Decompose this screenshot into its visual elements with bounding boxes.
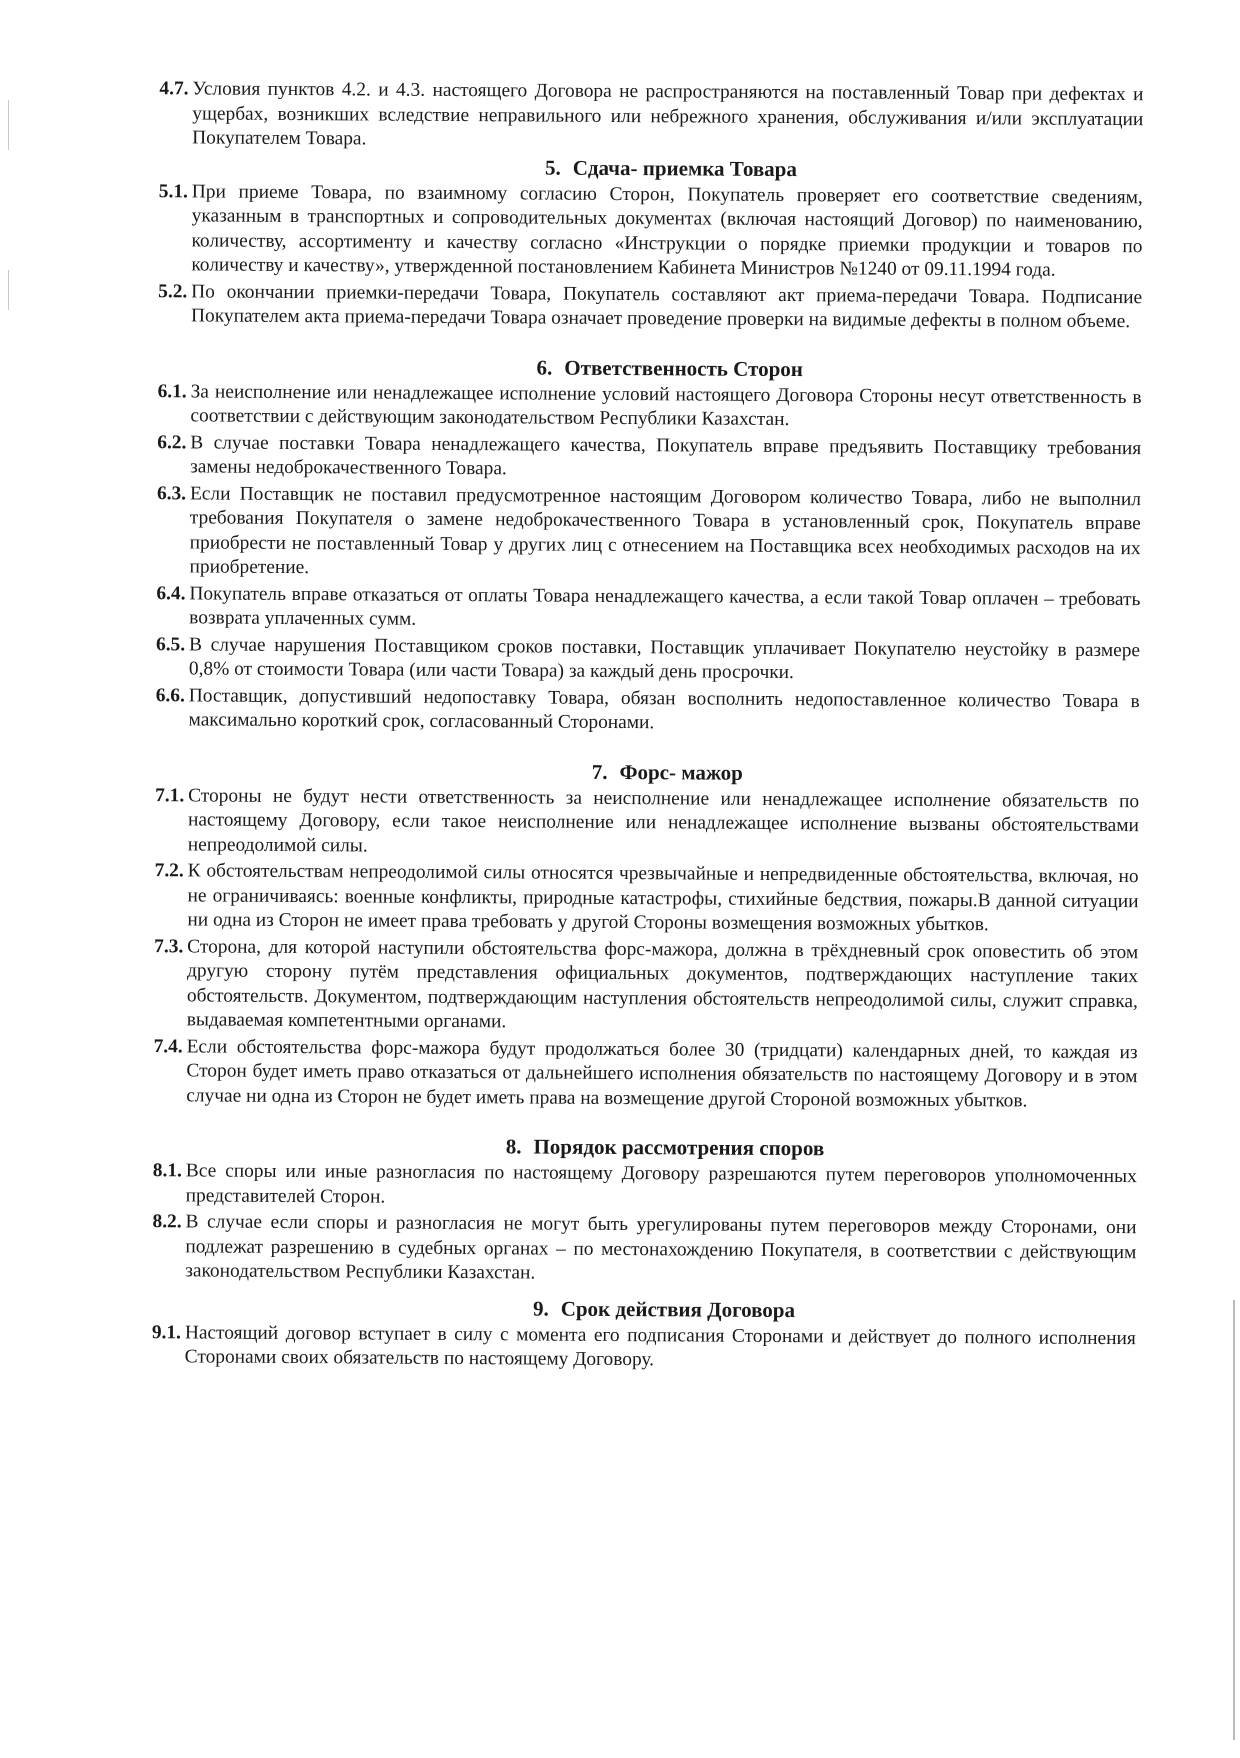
clause-4-7 <box>159 77 1143 157</box>
clause-number: 7.4. <box>153 1035 183 1057</box>
section-heading-8 <box>153 1132 1137 1163</box>
section-title-text: Сдача- приемка Товара <box>572 155 797 181</box>
clause-text: К обстоятельствам непреодолимой силы относятся чрезвычайные и непредвиденные обстоятельства, включая, но не ограничиваясь: военные конфликты, природные катастрофы, стихийные бедствия, пожары.В данной ситуации ни одна из Сторон не имеет права требовать у другой Стороны возмещения возможных убытков. <box>187 860 1139 936</box>
clause-text: В случае нарушения Поставщиком сроков поставки, Поставщик уплачивает Покупателю неустойку в размере 0,8% от стоимости Товара (или части Товара) за каждый день просрочки. <box>188 633 1141 684</box>
clause-text: При приеме Товара, по взаимному согласию Сторон, Покупатель проверяет его соответствие сведениям, указанным в транспортных и сопроводительных документах (включая настоящий Договор) по наименованию, количеству, ассортименту и качеству согласно «Инструкции о порядке приемки продукции и товаров по количеству и качеству», утвержденной постановлением Кабинета Министров №1240 от 09.11.1994 года. <box>191 180 1143 281</box>
section-heading-5 <box>159 153 1143 184</box>
clause-7-3 <box>154 935 1139 1039</box>
clause-number: 7.3. <box>154 935 184 957</box>
clause-number: 8.1. <box>152 1160 182 1182</box>
section-title-text: Форс- мажор <box>619 759 743 785</box>
clause-number: 8.2. <box>152 1211 182 1233</box>
clause-text: По окончании приемки-передачи Товара, Покупатель составляют акт приема-передачи Товара. Подписание Покупателем акта приема-передачи Товара означает проведение проверки на видимые дефекты в полном объеме. <box>190 280 1143 333</box>
clause-6-1 <box>157 380 1141 435</box>
clause-7-4 <box>153 1035 1137 1115</box>
clause-number: 6.3. <box>156 482 187 504</box>
clause-text: В случае если споры и разногласия не могут быть урегулированы путем переговоров между Сторонами, они подлежат разрешению в судебных органах – по местонахождению Покупателя, в соответствии с действующим законодательством Республики Казахстан. <box>185 1211 1137 1284</box>
section-title-text: Срок действия Договора <box>560 1296 796 1322</box>
clause-number: 4.7. <box>159 78 189 100</box>
clause-text: Поставщик, допустивший недопоставку Товара, обязан восполнить недопоставленное количество Товара в максимально короткий срок, согласованный Сторонами. <box>188 684 1140 734</box>
clause-text: Настоящий договор вступает в силу с момента его подписания Сторонами и действует до полного исполнения Сторонами своих обязательств по настоящему Договору. <box>184 1321 1136 1371</box>
section-number: 9. <box>532 1295 549 1321</box>
clause-text: Стороны не будут нести ответственность за неисполнение или ненадлежащее исполнение обязательств по настоящему Договору, если такое неисполнение или ненадлежащее исполнение вызваны обстоятельствами непреодолимой силы. <box>187 784 1140 856</box>
section-number: 5. <box>544 155 561 180</box>
clause-text: Все споры или иные разногласия по настоящему Договору разрешаются путем переговоров уполномоченных представителей Сторон. <box>185 1160 1137 1208</box>
section-title-text: Ответственность Сторон <box>564 355 803 381</box>
scan-edge-mark <box>1233 1300 1235 1740</box>
clause-text: Если обстоятельства форс-мажора будут продолжаться более 30 (тридцати) календарных дней, то каждая из Сторон будет иметь право отказаться от дальнейшего исполнения обязательств по настоящему Договору и в этом случае ни одна из Сторон не будет иметь права на возмещение другой Стороной возможных убытков. <box>186 1035 1138 1112</box>
section-title-text: Порядок рассмотрения споров <box>533 1134 825 1161</box>
section-number: 7. <box>591 759 608 784</box>
clause-8-1 <box>153 1159 1137 1214</box>
clause-number: 5.2. <box>158 280 188 302</box>
clause-6-3 <box>156 482 1141 586</box>
section-heading-6 <box>158 353 1142 384</box>
clause-text: Покупатель вправе отказаться от оплаты Товара ненадлежащего качества, а если такой Товар оплачен – требовать возврата уплаченных сумм. <box>189 582 1141 630</box>
section-number: 6. <box>536 354 553 380</box>
clause-number: 6.1. <box>157 380 187 402</box>
section-heading-7 <box>155 757 1139 788</box>
clause-6-5 <box>156 633 1140 688</box>
section-heading-9 <box>152 1294 1136 1325</box>
clause-number: 7.1. <box>155 784 185 806</box>
clause-7-1 <box>155 784 1139 864</box>
clause-5-2 <box>158 280 1142 335</box>
clause-text: Сторона, для которой наступили обстоятельства форс-мажора, должна в трёхдневный срок оповестить об этом другую сторону путём представления официальных документов, подтверждающих наступление таких обстоятельств. Документом, подтверждающим наступления обстоятельств непреодолимой силы, служит справка, выдаваемая компетентными органами. <box>186 935 1139 1033</box>
clause-6-4 <box>156 582 1140 637</box>
scan-edge-mark <box>8 100 9 150</box>
scan-edge-mark <box>8 270 9 310</box>
clause-6-2 <box>157 431 1141 486</box>
clause-number: 7.2. <box>154 860 184 882</box>
clause-text: За неисполнение или ненадлежащее исполнение условий настоящего Договора Стороны несут ответственность в соответствии с действующим законодательством Республики Казахстан. <box>190 380 1142 431</box>
clause-number: 6.6. <box>155 684 185 706</box>
clause-8-2 <box>152 1210 1136 1290</box>
clause-number: 5.1. <box>158 180 188 202</box>
clause-5-1 <box>158 180 1143 284</box>
clause-number: 6.4. <box>156 582 186 604</box>
section-number: 8. <box>505 1134 522 1159</box>
clause-text: Если Поставщик не поставил предусмотренное настоящим Договором количество Товара, либо не выполнил требования Покупателя о замене недоброкачественного Товара в установленный срок, Покупатель вправе приобрести не поставленный Товар у других лиц с отнесением на Поставщика всех необходимых расходов на их приобретение. <box>189 482 1142 579</box>
clause-number: 9.1. <box>151 1321 182 1343</box>
clause-9-1 <box>152 1321 1136 1376</box>
clause-number: 6.5. <box>155 633 186 655</box>
clause-text: Условия пунктов 4.2. и 4.3. настоящего Договора не распространяются на поставленный Товар при дефектах и ущербах, возникших вследствие неправильного или небрежного хранения, обслуживания и/или эксплуатации Покупателем Товара. <box>192 78 1144 150</box>
clause-6-6 <box>156 684 1140 739</box>
clause-number: 6.2. <box>157 431 187 453</box>
clause-7-2 <box>154 859 1138 939</box>
clause-text: В случае поставки Товара ненадлежащего качества, Покупатель вправе предъявить Поставщику требования замены недоброкачественного Товара. <box>190 431 1142 480</box>
